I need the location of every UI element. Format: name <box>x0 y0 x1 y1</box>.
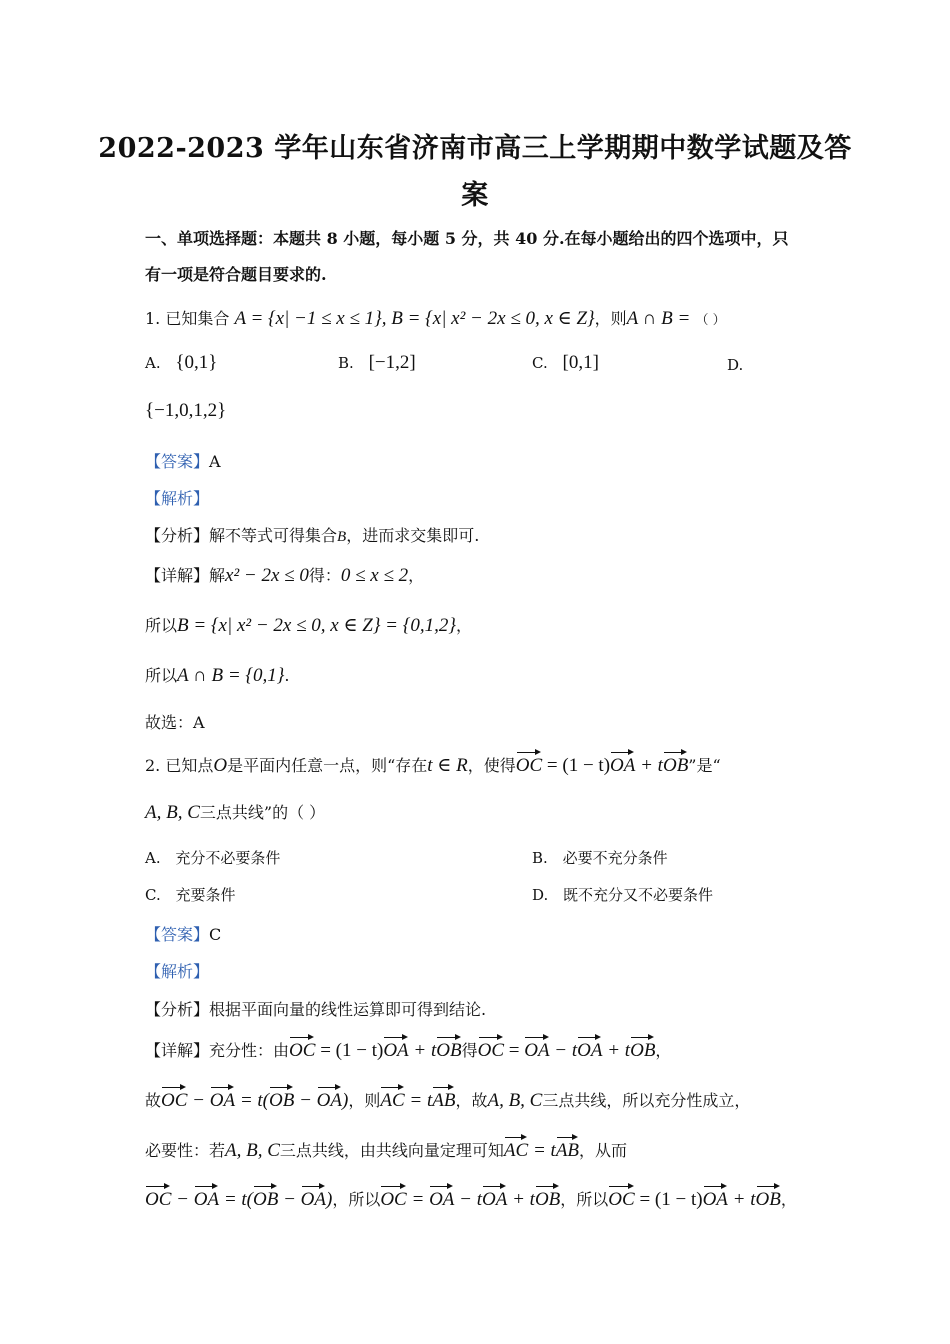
vec-ob: OB <box>630 1036 655 1062</box>
q1-then: ，则 <box>594 309 627 328</box>
q1-detail-b: 得： <box>308 566 341 585</box>
q2-option-a <box>145 847 280 868</box>
q2-fenxi <box>145 997 486 1020</box>
q2-l3-pre: 必要性：若 <box>145 1141 226 1160</box>
q2-stem-line2 <box>145 800 325 824</box>
q1-prefix: 1. 已知集合 <box>145 309 230 328</box>
q2-stem <box>145 751 721 777</box>
q1-line-b <box>145 613 472 637</box>
q2-l2-end: 三点共线，所以充分性成立， <box>542 1091 751 1110</box>
q2-prefix: 2. 已知点 <box>145 756 214 775</box>
q1-option-d-text: {−1,0,1,2} <box>145 400 227 421</box>
q2-detail-line1: 【详解】充分性：由OC = (1 − t)OA + tOB得OC = OA − tOA + tOB， <box>145 1036 671 1062</box>
q2-eq-mid: = (1 − t) <box>315 1040 384 1061</box>
q2-eq-plus: + t <box>408 1040 437 1061</box>
q1-fenxi-tag: 【分析】 <box>145 526 210 545</box>
q1-set-b: , B = {x| x² − 2x ≤ 0, x ∈ Z} <box>381 308 595 329</box>
q2-mid2: ，使得 <box>467 756 516 775</box>
q2-answer <box>145 922 221 945</box>
q2-option-d <box>532 884 713 905</box>
q2-abc: A, B, C <box>145 802 200 823</box>
q1-line-ab-pre: 所以 <box>145 666 178 685</box>
vec-oa: OA <box>210 1086 235 1112</box>
q1-line-b-pre: 所以 <box>145 616 178 635</box>
vec-oa: OA <box>317 1086 342 1112</box>
q2-detail-line4: OC − OA = t(OB − OA)，所以OC = OA − tOA + tOB，所以OC = (1 − t)OA + tOB， <box>145 1185 797 1211</box>
vec-ac: AC <box>380 1086 404 1112</box>
q1-fenxi-text-c: ，进而求交集即可. <box>346 526 480 545</box>
q2-option-a-label: A. <box>145 849 161 867</box>
section-heading-line2: 有一项是符合题目要求的. <box>145 265 327 284</box>
vec-ac: AC <box>504 1136 528 1162</box>
q2-option-b-value: 必要不充分条件 <box>562 849 668 867</box>
q2-option-c <box>145 884 236 905</box>
q2-eq-mid: = (1 − t) <box>542 755 611 776</box>
q2-l2-post: ，故 <box>455 1091 488 1110</box>
q2-detail-tag: 【详解】 <box>145 1041 210 1060</box>
q1-fenxi <box>145 523 479 546</box>
vec-ob: OB <box>253 1185 278 1211</box>
q2-l3-abc: A, B, C <box>225 1140 280 1161</box>
q1-option-a-value: {0,1} <box>175 352 218 373</box>
q1-detail-c: ， <box>408 566 425 585</box>
vec-oa: OA <box>383 1036 408 1062</box>
vec-ab: AB <box>432 1086 455 1112</box>
q1-detail-tag: 【详解】 <box>145 566 210 585</box>
q1-stem <box>145 306 726 330</box>
q2-option-b-label: B. <box>532 849 548 867</box>
q1-option-d-label: D. <box>727 356 744 374</box>
q1-fenxi-b: B <box>337 529 347 545</box>
q2-answer-tag: 【答案】 <box>145 925 210 944</box>
q2-detail-b: 得 <box>461 1041 478 1060</box>
q1-option-c-label: C. <box>532 354 548 372</box>
q2-l2-mid: ，则 <box>348 1091 381 1110</box>
doc-title-line2: 案 <box>461 180 489 211</box>
vec-oc: OC <box>289 1036 315 1062</box>
q1-detail <box>145 563 424 587</box>
vec-ob: OB <box>269 1086 294 1112</box>
q2-fenxi-text: 根据平面向量的线性运算即可得到结论. <box>209 1000 487 1019</box>
vec-oc: OC <box>478 1036 504 1062</box>
q1-set-a: A = {x| −1 ≤ x ≤ 1} <box>234 308 382 329</box>
vec-oa: OA <box>429 1185 454 1211</box>
q1-option-b-value: [−1,2] <box>368 352 416 373</box>
q2-option-d-value: 既不充分又不必要条件 <box>563 886 714 904</box>
q2-l3-mid: 三点共线，由共线向量定理可知 <box>279 1141 504 1160</box>
q2-l2-abc: A, B, C <box>487 1090 543 1111</box>
q1-detail-ineq: x² − 2x ≤ 0 <box>225 565 309 586</box>
q1-option-b-label: B. <box>338 354 354 372</box>
q2-l2-pre: 故 <box>145 1091 162 1110</box>
doc-title-line1: 2022-2023 学年山东省济南市高三上学期期中数学试题及答 <box>98 133 852 164</box>
q1-answer-value: A <box>209 452 221 471</box>
q1-choose: 故选：A <box>145 713 205 732</box>
q2-fenxi-tag: 【分析】 <box>145 1000 210 1019</box>
vec-oa: OA <box>194 1185 219 1211</box>
q2-detail-a: 充分性：由 <box>209 1041 290 1060</box>
q1-answer-tag: 【答案】 <box>145 452 210 471</box>
q2-l4-mid: ，所以 <box>332 1190 381 1209</box>
vec-oc: OC <box>145 1185 171 1211</box>
vec-oa: OA <box>524 1036 549 1062</box>
q1-answer <box>145 449 221 472</box>
q2-option-c-value: 充要条件 <box>175 886 236 904</box>
q2-option-a-value: 充分不必要条件 <box>175 849 281 867</box>
section-heading-line1: 一、单项选择题：本题共 8 小题，每小题 5 分，共 40 分.在每小题给出的四个选项中，只 <box>145 229 789 248</box>
vec-ob: OB <box>436 1036 461 1062</box>
q2-post: ”是“ <box>688 756 721 775</box>
vec-ob: OB <box>535 1185 560 1211</box>
vec-oa: OA <box>703 1185 728 1211</box>
q2-eq-plus: + t <box>635 755 663 776</box>
vec-oa: OA <box>301 1185 326 1211</box>
q1-option-a <box>145 352 217 374</box>
q1-option-b <box>338 352 416 374</box>
q2-detail-line2: 故OC − OA = t(OB − OA)，则AC = tAB，故A, B, C三点共线，所以充分性成立， <box>145 1086 750 1112</box>
vec-oa: OA <box>577 1036 602 1062</box>
q2-option-d-label: D. <box>532 886 549 904</box>
vec-oc: OC <box>516 751 542 777</box>
q1-detail-res: 0 ≤ x ≤ 2 <box>340 565 409 586</box>
q1-detail-a: 解 <box>209 566 226 585</box>
vec-oa: OA <box>482 1185 507 1211</box>
q1-option-c <box>532 352 599 374</box>
q2-mid: 是平面内任意一点，则“存在 <box>227 756 428 775</box>
q1-option-a-label: A. <box>145 354 161 372</box>
q1-option-d-value <box>145 400 226 422</box>
q1-ask: A ∩ B = <box>626 308 691 329</box>
q2-option-c-label: C. <box>145 886 161 904</box>
q1-line-b-math: B = {x| x² − 2x ≤ 0, x ∈ Z} = {0,1,2} <box>177 615 456 636</box>
q2-detail-line3: 必要性：若A, B, C三点共线，由共线向量定理可知AC = tAB，从而 <box>145 1136 627 1162</box>
q1-line-ab-post: . <box>284 666 290 685</box>
q2-l3-end: ，从而 <box>579 1141 628 1160</box>
q1-line-b-post: ， <box>455 616 472 635</box>
q2-l4-end: ， <box>780 1190 797 1209</box>
q2-point-o: O <box>213 755 228 776</box>
q2-option-b <box>532 847 668 868</box>
q1-paren: （ ） <box>695 313 726 328</box>
q2-analysis-tag: 【解析】 <box>145 962 210 981</box>
q1-line-ab <box>145 663 289 687</box>
vec-oa: OA <box>610 751 635 777</box>
q1-line-ab-math: A ∩ B = {0,1} <box>177 665 285 686</box>
q2-l4-mid2: ，所以 <box>560 1190 609 1209</box>
vec-ab: AB <box>556 1136 579 1162</box>
q2-stem-line2-text: 三点共线”的（ ） <box>199 803 326 822</box>
q1-analysis-tag: 【解析】 <box>145 489 210 508</box>
q1-fenxi-text-a: 解不等式可得集合 <box>209 526 338 545</box>
vec-ob: OB <box>663 751 688 777</box>
q1-option-c-value: [0,1] <box>562 352 599 373</box>
vec-oc: OC <box>608 1185 634 1211</box>
q2-answer-value: C <box>209 925 222 944</box>
vec-ob: OB <box>756 1185 781 1211</box>
vec-oc: OC <box>380 1185 406 1211</box>
vec-oc: OC <box>161 1086 187 1112</box>
q2-t-in-r: t ∈ R <box>427 755 468 776</box>
